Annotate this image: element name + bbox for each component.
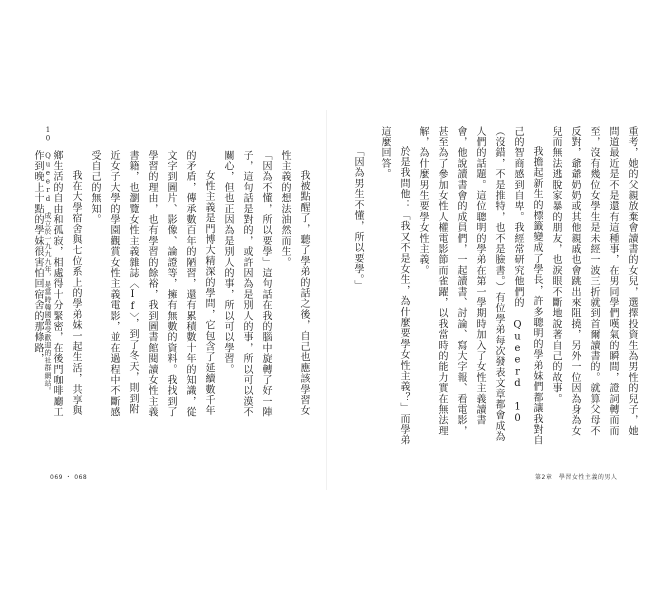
paragraph: 重考，她的父親放棄會讀書的女兒，選擇投資生為男性的兒子，她問道最近是不是還有這種事，在男同學們嘆氣的瞬間，證詞轉而而至，沒有幾位女學生是未經一波三折就到首爾讀書的。就算父母不反對，爺爺奶奶或其他親戚也會跳出來阻撓，另外一位因為身為女兒而無法逃脫家暴的朋友，也淚眼不斷地說著自己的故事。 xyxy=(550,126,637,437)
page-numbers: 069 ・ 068 xyxy=(50,474,88,481)
left-page xyxy=(0,0,327,609)
right-page-body xyxy=(345,126,641,446)
paragraph: 我被點醒了，聽了學弟的話之後，自己也應該學習女性主義的想法油然而生。 xyxy=(279,150,309,417)
quote: 「因為男生不懂，所以要學。」 xyxy=(352,146,363,291)
paragraph: 「因為不懂，所以要學」這句話在我的腦中旋轉了好一陣子，這句話是對的，或許因為是別人的事，所以可以漠不關心，但也正因為是別人的事，所以可以學習。 xyxy=(222,150,271,418)
paragraph: 我擔起新生的標籤變成了學長，許多聰明的學弟妹們都讓我對自己的智商感到自卑。我經常研究他們的 Queerd 10（沒錯，不是推特，也不是臉書。）有位學弟每次發表文章都會成為人們的話題。這位聰明的學弟在第一學期時加入了女性主義讀書會，他說讀書會的成員們，一起讀書、討論、寫大字報、看電影，甚至為了參加女性人權電影節而雀躍，以我當時的能力實在無法理解，為什麼男生要學女性主義。 xyxy=(417,126,542,446)
right-page xyxy=(327,0,655,609)
paragraph: 我在大學宿舍與七位系上的學弟妹一起生活，共享與鄉生活的自由和孤寂，相處得十分緊密，在後門咖啡廳工作到晚上十點的學妹很害怕回宿舍的那條路， xyxy=(32,150,81,418)
paragraph: 於是我問他：「我又不是女生，為什麼要學女性主義？」而學弟這麼回答。 xyxy=(379,126,409,446)
running-header: 第2章 學習女性主義的男人 xyxy=(535,474,618,481)
footnote: 10 Queerd 成立於一九九九年，是當時韓國最受歡迎的社群網站。 xyxy=(44,126,52,395)
paragraph: 女性主義是門博大精深的學問，它包含了延續數千年的矛盾，傳承數百年的陋習，還有累積數十年的知識，從文字到圖片、影像、論證等，擁有無數的資料。我找到了學習的理由，也有學習的餘裕，我到圖書館閱讀女性主義書籍，也瀏覽女性主義雜誌〈If〉，到了冬天，則到附近女子大學的學園觀賞女性主義電影，並在過程中不斷感受自己的無知。 xyxy=(89,150,214,418)
